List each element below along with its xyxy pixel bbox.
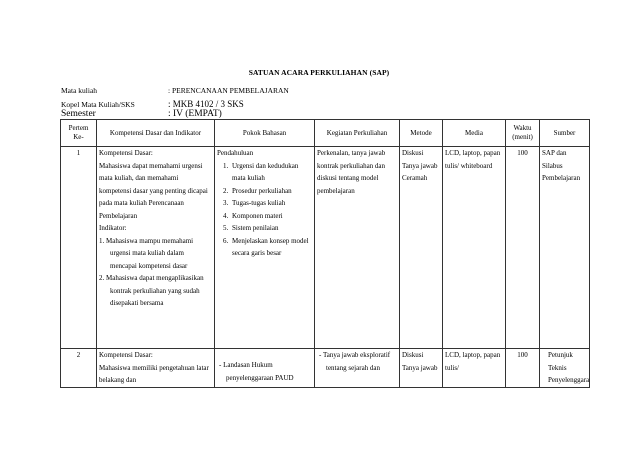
header-waktu: Waktu (menit): [506, 120, 540, 147]
document-title: SATUAN ACARA PERKULIAHAN (SAP): [248, 68, 390, 77]
pokok-item: - Landasan Hukum penyelenggaraan PAUD: [219, 361, 294, 382]
kompetensi-title: Kompetensi Dasar:: [99, 351, 153, 359]
header-media: Media: [443, 120, 506, 147]
cell-kegiatan: Perkenalan, tanya jawab kontrak perkuliahan dan diskusi tentang model pembelajaran: [315, 147, 400, 349]
table-row: [61, 147, 590, 349]
cell-kegiatan: [315, 349, 400, 388]
list-item: 1. Urgensi dan kedudukan mata kuliah: [230, 160, 312, 185]
info-value: : MKB 4102 / 3 SKS: [168, 99, 244, 109]
sap-table: [60, 119, 590, 388]
cell-kompetensi: [97, 349, 215, 388]
kegiatan-item: - Tanya jawab eksploratif tentang sejarah dan: [319, 351, 391, 372]
indikator-item: 2. Mahasiswa dapat mengaplikasikan kontrak perkuliahan yang sudah disepakati bersama: [99, 274, 204, 307]
cell-waktu: 100: [506, 147, 540, 349]
cell-waktu: 100: [506, 349, 540, 388]
info-label: Kopel Mata Kuliah/SKS: [61, 100, 135, 109]
cell-pokok-bahasan: [215, 147, 315, 349]
table-header-row: [61, 120, 590, 147]
cell-metode: Diskusi Tanya jawab Ceramah: [400, 147, 443, 349]
info-value: : IV (EMPAT): [168, 109, 222, 119]
cell-media: LCD, laptop, papan tulis/: [443, 349, 506, 388]
header-pokok-bahasan: Pokok Bahasan: [215, 120, 315, 147]
info-value: : PERENCANAAN PEMBELAJARAN: [168, 86, 289, 95]
header-kegiatan: Kegiatan Perkuliahan: [315, 120, 400, 147]
info-label: Mata kuliah: [61, 86, 98, 95]
list-item: 2. Prosedur perkuliahan: [230, 185, 312, 198]
kompetensi-desc: Mahasiswa dapat memahami urgensi mata kuliah, dan memahami kompetensi dasar yang penting dicapai pada mata kuliah Perencanaan Pembelajaran: [99, 161, 208, 220]
cell-metode: Diskusi Tanya jawab: [400, 349, 443, 388]
list-item: 5. Sistem penilaian: [230, 222, 312, 235]
header-kompetensi: Kompetensi Dasar dan Indikator: [97, 120, 215, 147]
header-metode: Metode: [400, 120, 443, 147]
indikator-item: 1. Mahasiswa mampu memahami urgensi mata kuliah dalam mencapai kompetensi dasar: [99, 236, 194, 270]
list-item: 6. Menjelaskan konsep model secara garis besar: [230, 235, 312, 260]
cell-kompetensi: [97, 147, 215, 349]
cell-pokok-bahasan: [215, 349, 315, 388]
info-mata-kuliah: [61, 86, 289, 96]
pokok-list: [217, 160, 312, 260]
indikator-title: Indikator:: [99, 224, 127, 232]
list-item: 3. Tugas-tugas kuliah: [230, 197, 312, 210]
kompetensi-desc: Mahasiswa memiliki pengetahuan latar belakang dan: [99, 363, 209, 384]
kompetensi-title: Kompetensi Dasar:: [99, 149, 153, 157]
info-semester: [61, 109, 222, 119]
table-row: [61, 349, 590, 388]
cell-media: LCD, laptop, papan tulis/ whiteboard: [443, 147, 506, 349]
info-label: Semester: [61, 109, 96, 119]
cell-sumber: SAP dan Silabus Pembelajaran: [540, 147, 590, 349]
pokok-title: Pendahuluan: [217, 149, 254, 157]
cell-no: 1: [61, 147, 97, 349]
header-sumber: Sumber: [540, 120, 590, 147]
cell-sumber: Petunjuk Teknis Penyelenggara: [540, 349, 590, 388]
header-pertemuan: Pertem Ke-: [61, 120, 97, 147]
cell-no: 2: [61, 349, 97, 388]
list-item: 4. Komponen materi: [230, 210, 312, 223]
